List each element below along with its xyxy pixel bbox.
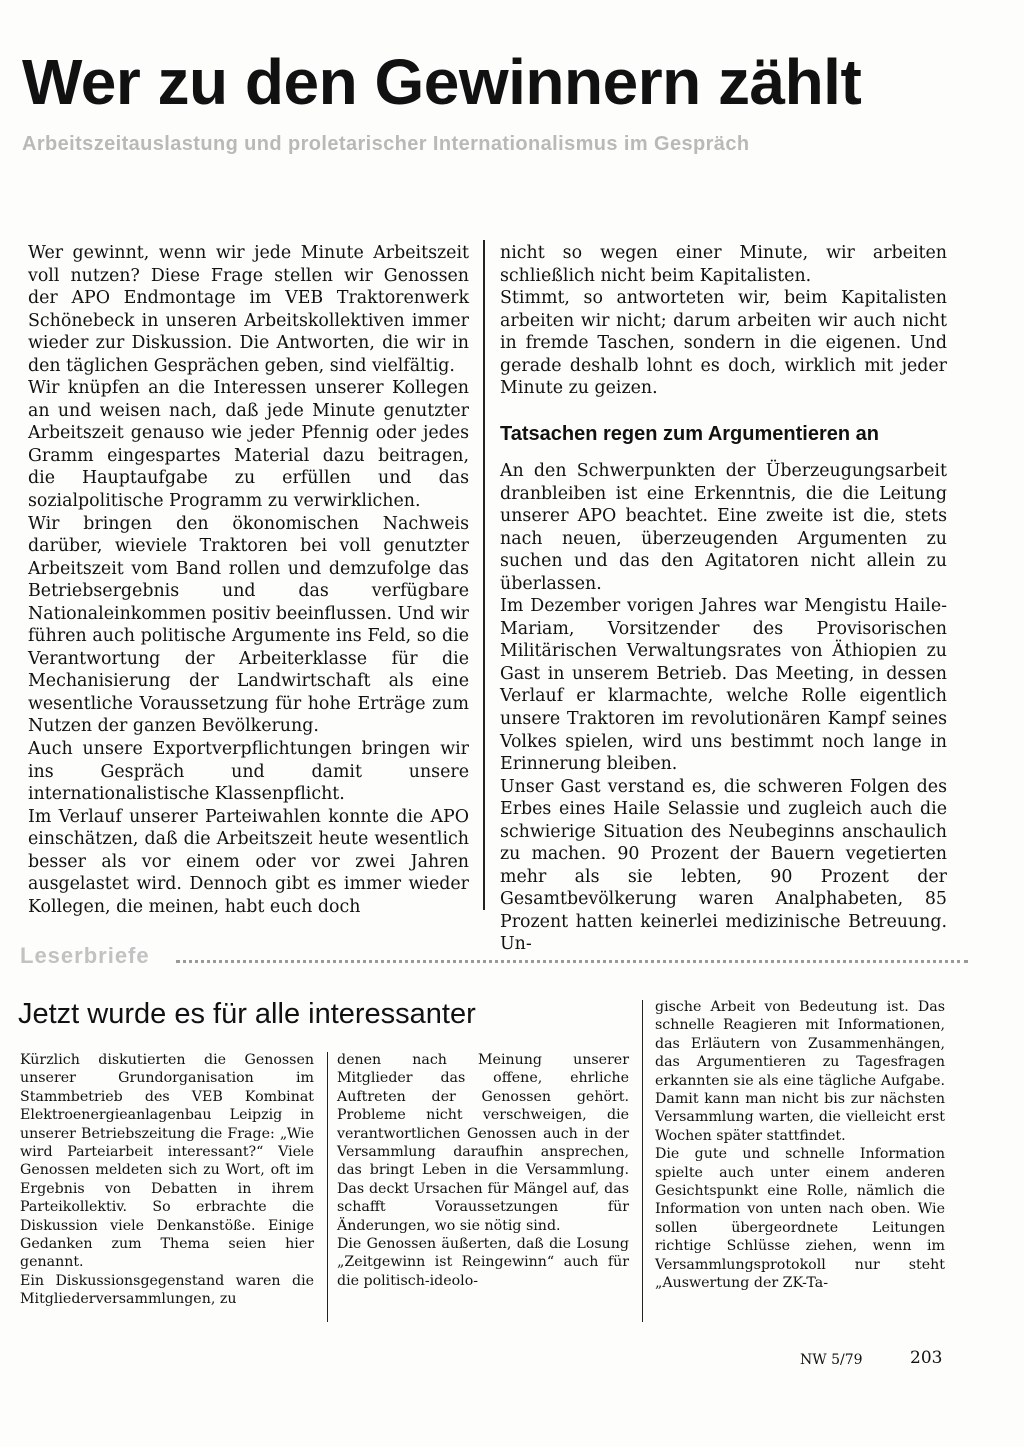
page-number: 203 bbox=[910, 1348, 943, 1368]
letter-title: Jetzt wurde es für alle interessanter bbox=[18, 998, 476, 1030]
column-divider bbox=[327, 1052, 328, 1322]
article-title: Wer zu den Gewinnern zählt bbox=[22, 46, 862, 118]
paragraph: Unser Gast verstand es, die schweren Folgen des Erbes eines Haile Selassie und zugleich auch die schwierige Situation des Neubeginns anschaulich zu machen. 90 Prozent der Bauern vegetierten mehr als sie lebten, 90 Prozent der Gesamtbevölkerung waren Analphabeten, 85 Prozent hatten keinerlei medizinische Betreuung. Un- bbox=[500, 776, 947, 955]
paragraph: denen nach Meinung unserer Mitglieder das offene, ehrliche Auftreten der Genossen gehört. Probleme nicht verschweigen, die verantwortlichen Genossen auch in der Versammlung daraufhin ansprechen, das bringt Leben in die Versammlung. Das deckt Ursachen für Mängel auf, das schafft Voraussetzungen für Änderungen, wo sie nötig sind. bbox=[337, 1052, 629, 1234]
paragraph: Auch unsere Exportverpflichtungen bringen wir ins Gespräch und damit unsere internationalistische Klassenpflicht. bbox=[28, 739, 469, 805]
paragraph: Ein Diskussionsgegenstand waren die Mitgliederversammlungen, zu bbox=[20, 1272, 314, 1308]
paragraph: Im Dezember vorigen Jahres war Mengistu Haile-Mariam, Vorsitzender des Provisorischen Militärischen Verwaltungsrates von Äthiopien zu Gast in unserem Betrieb. Das Meeting, in dessen Verlauf er klarmachte, welche Rolle eigentlich unsere Traktoren im revolutionären Kampf seines Volkes spielen, wird uns bestimmt noch lange in Erinnerung bleiben. bbox=[500, 596, 947, 775]
article-column-1 bbox=[28, 242, 469, 918]
paragraph: Im Verlauf unserer Parteiwahlen konnte die APO einschätzen, daß die Arbeitszeit heute wesentlich besser als vor einem oder vor zwei Jahren ausgelastet wird. Dennoch gibt es immer wieder Kollegen, die meinen, habt euch doch bbox=[28, 806, 469, 917]
paragraph: Die gute und schnelle Information spielte auch unter einem anderen Gesichtspunkt eine Rolle, nämlich die Information von unten nach oben. Wie sollen übergeordnete Leitungen richtige Schlüsse ziehen, wenn im Versammlungsprotokoll nur steht „Auswertung der ZK-Ta- bbox=[655, 1146, 945, 1292]
paragraph: gische Arbeit von Bedeutung ist. Das schnelle Reagieren mit Informationen, das Erläutern von Zusammenhängen, das Argumentieren zu Tagesfragen erkannten sie als eine tägliche Aufgabe. Damit kann man nicht bis zur nächsten Versammlung warten, die vielleicht erst Wochen später stattfindet. bbox=[655, 999, 945, 1144]
paragraph: Stimmt, so antworteten wir, beim Kapitalisten arbeiten wir nicht; darum arbeiten wir auch nicht in fremde Taschen, sondern in die eigenen. Und gerade deshalb lohnt es doch, wirklich mit jeder Minute zu geizen. bbox=[500, 288, 947, 399]
letter-column-3 bbox=[655, 998, 945, 1293]
paragraph: An den Schwerpunkten der Überzeugungsarbeit dranbleiben ist eine Erkenntnis, die die Leitung unserer APO beachtet. Eine zweite ist die, stets nach neuen, überzeugenden Argumenten zu suchen und das den Agitatoren nicht allein zu überlassen. bbox=[500, 461, 947, 594]
paragraph: Kürzlich diskutierten die Genossen unserer Grundorganisation im Stammbetrieb des VEB Kombinat Elektroenergieanlagenbau Leipzig in unserer Betriebszeitung die Frage: „Wie wird Parteiarbeit interessant?“ Viele Genossen meldeten sich zu Wort, oft im Ergebnis von Debatten in ihrem Parteikollektiv. So erbrachte die Diskussion viele Denkanstöße. Einige Gedanken zum Thema seien hier genannt. bbox=[20, 1052, 314, 1271]
article-column-2-top bbox=[500, 242, 947, 400]
section-label: Leserbriefe bbox=[20, 943, 150, 968]
paragraph: Die Genossen äußerten, daß die Losung „Zeitgewinn ist Reingewinn“ auch für die politisch-ideolo- bbox=[337, 1236, 629, 1289]
paragraph: Wer gewinnt, wenn wir jede Minute Arbeitszeit voll nutzen? Diese Frage stellen wir Genossen der APO Endmontage im VEB Traktorenwerk Schönebeck in unseren Arbeitskollektiven immer wieder zur Diskussion. Die Antworten, die wir in den täglichen Gesprächen geben, sind vielfältig. bbox=[28, 243, 469, 376]
paragraph: Wir knüpfen an die Interessen unserer Kollegen an und weisen nach, daß jede Minute genutzter Arbeitszeit genauso wie jeder Pfennig oder jedes Gramm eingespartes Material dazu beitragen, die Hauptaufgabe zu erfüllen und das sozialpolitische Programm zu verwirklichen. bbox=[28, 378, 469, 512]
paragraph: Wir bringen den ökonomischen Nachweis darüber, wieviele Traktoren bei voll genutzter Arbeitszeit vom Band rollen und demzufolge das Betriebsergebnis und das verfügbare Nationaleinkommen positiv beeinflussen. Und wir führen auch politische Argumente ins Feld, so die Verantwortung der Arbeiterklasse für die Mechanisierung der Landwirtschaft als eine wesentliche Voraussetzung für hohe Erträge zum Nutzen der ganzen Bevölkerung. bbox=[28, 513, 469, 737]
letter-column-1 bbox=[20, 1051, 314, 1309]
column-divider bbox=[642, 1000, 643, 1322]
article-subheading: Tatsachen regen zum Argumentieren an bbox=[500, 423, 879, 445]
article-subtitle: Arbeitszeitauslastung und proletarischer Internationalismus im Gespräch bbox=[22, 133, 750, 155]
section-rule bbox=[176, 960, 968, 963]
letter-column-2 bbox=[337, 1051, 629, 1290]
issue-reference: NW 5/79 bbox=[800, 1352, 863, 1368]
paragraph: nicht so wegen einer Minute, wir arbeiten schließlich nicht beim Kapitalisten. bbox=[500, 243, 947, 286]
column-divider bbox=[483, 240, 485, 910]
article-column-2-bottom bbox=[500, 460, 947, 956]
